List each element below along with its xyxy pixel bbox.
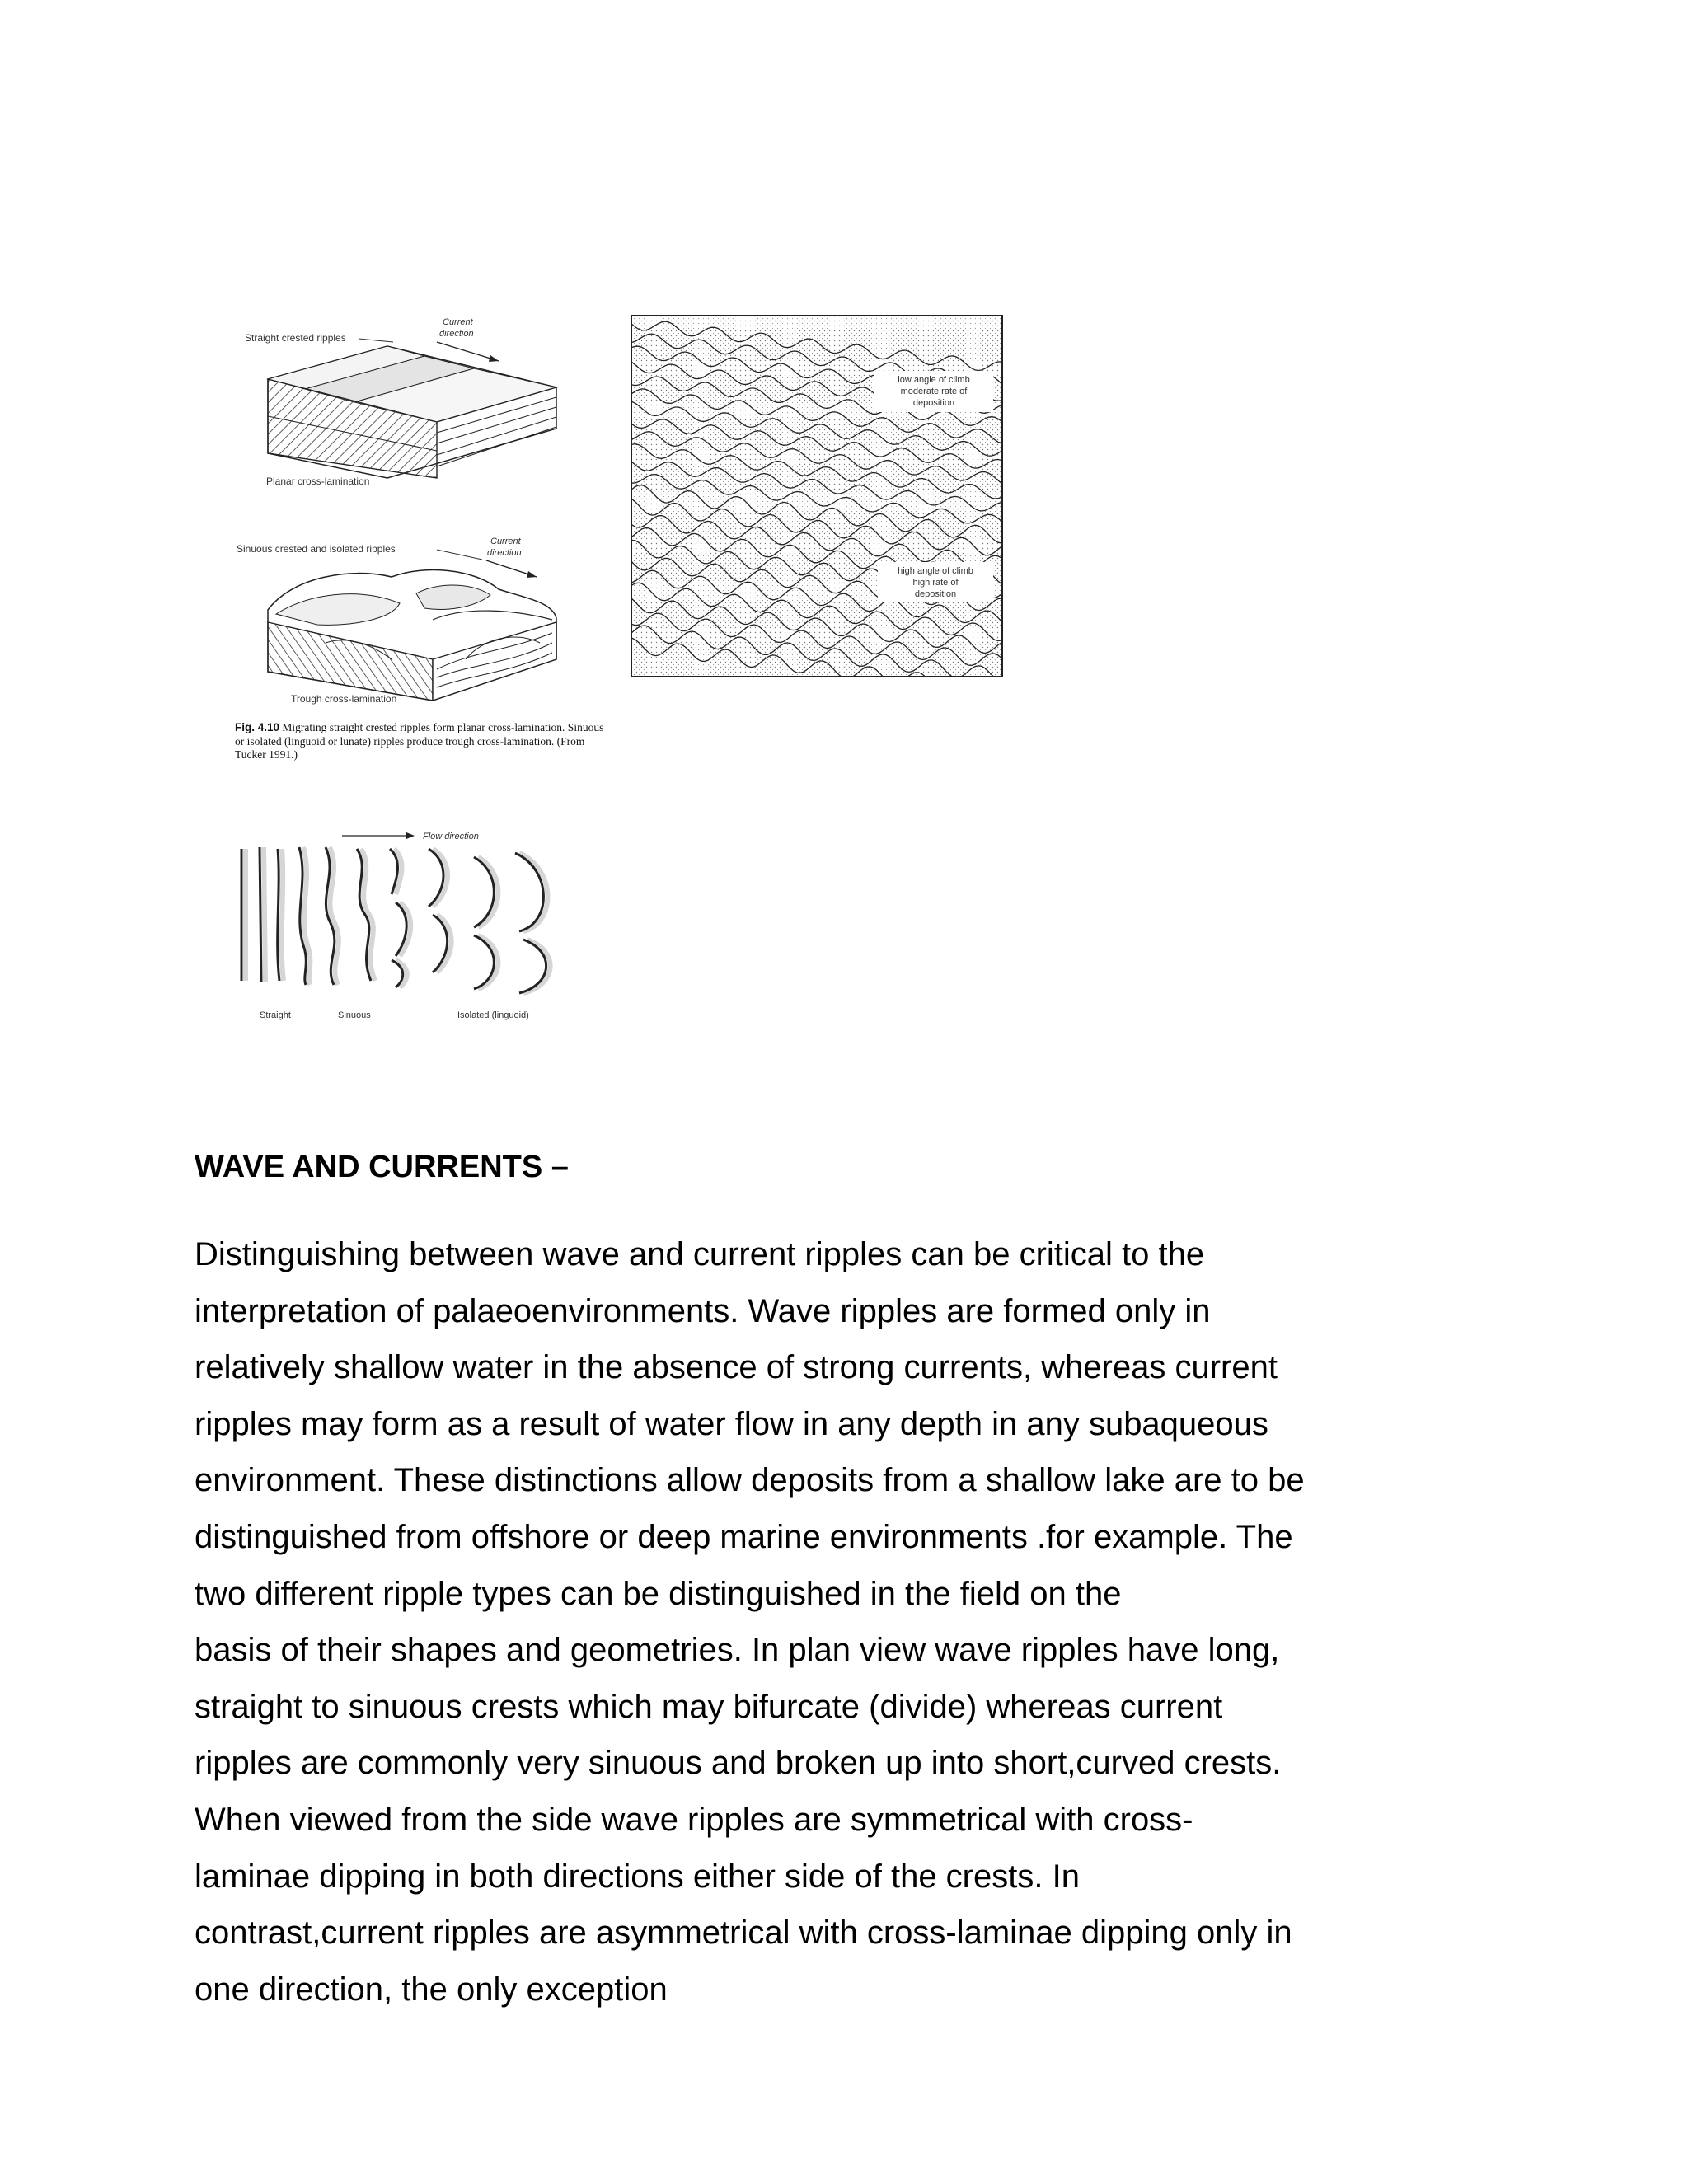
label-planar: Planar cross-lamination (266, 476, 370, 487)
label-top-3: deposition (912, 398, 955, 408)
label-bottom-3: deposition (914, 589, 957, 599)
body-line: two different ripple types can be distinguished in the field on the (195, 1575, 1122, 1612)
body-line: When viewed from the side wave ripples are symmetrical with cross- (195, 1801, 1193, 1838)
label-bottom-2: high rate of (912, 578, 959, 588)
body-line: one direction, the only exception (195, 1971, 668, 2008)
body-line: laminae dipping in both directions either side of the crests. In (195, 1858, 1080, 1895)
label-top-2: moderate rate of (900, 387, 968, 396)
climbing-ripples-figure (631, 315, 1003, 677)
caption-label: Fig. 4.10 (235, 721, 280, 733)
label-current-direction-2a: Current (490, 537, 521, 546)
ripple-crest (260, 847, 261, 982)
climbing-ripples-diagram (631, 315, 1003, 677)
ripple-crests (241, 847, 551, 993)
label-straight-crested: Straight crested ripples (245, 332, 346, 344)
body-line: environment. These distinctions allow deposits from a shallow lake are to be (195, 1462, 1305, 1499)
label-sinuous: Sinuous (338, 1010, 371, 1020)
trough-block (268, 570, 556, 701)
body-line: interpretation of palaeoenvironments. Wave ripples are formed only in (195, 1292, 1211, 1329)
label-straight: Straight (260, 1010, 291, 1020)
label-current-direction-1b: direction (439, 329, 474, 339)
body-line: relatively shallow water in the absence of strong currents, whereas current (195, 1349, 1278, 1386)
caption-text: Migrating straight crested ripples form planar cross-lamination. Sinuous or isolated (linguoid or lunate) ripples produce trough cross-lamination. (From Tucker 1991.) (235, 721, 604, 761)
label-top-1: low angle of climb (898, 375, 970, 385)
label-isolated: Isolated (linguoid) (457, 1010, 529, 1020)
body-line: ripples are commonly very sinuous and broken up into short,curved crests. (195, 1745, 1282, 1782)
body-line: Distinguishing between wave and current ripples can be critical to the (195, 1236, 1205, 1272)
label-current-direction-1a: Current (443, 317, 473, 327)
label-bottom-1: high angle of climb (898, 566, 973, 576)
body-line: basis of their shapes and geometries. In plan view wave ripples have long, (195, 1632, 1280, 1669)
body-line: ripples may form as a result of water flow in any depth in any subaqueous (195, 1405, 1268, 1442)
body-line: straight to sinuous crests which may bifurcate (divide) whereas current (195, 1688, 1223, 1725)
body-line: contrast,current ripples are asymmetrical with cross-laminae dipping only in (195, 1915, 1292, 1952)
label-flow-direction: Flow direction (423, 832, 479, 841)
label-trough: Trough cross-lamination (291, 693, 397, 705)
section-heading: WAVE AND CURRENTS – (195, 1150, 569, 1184)
ripple-crest (278, 849, 279, 981)
section-body (195, 1226, 1530, 2018)
current-arrow-1 (437, 342, 499, 361)
label-sinuous-crested: Sinuous crested and isolated ripples (237, 543, 396, 555)
body-line: distinguished from offshore or deep marine environments .for example. The (195, 1518, 1293, 1555)
ripple-planview-figure (227, 824, 614, 1026)
label-current-direction-2b: direction (487, 548, 522, 558)
ripple-crest-shadow (264, 847, 265, 982)
figure-caption (235, 721, 614, 762)
planar-block (268, 346, 556, 478)
ripple-planview-diagram (227, 824, 614, 1026)
ripple-crest-shadow (282, 849, 284, 981)
